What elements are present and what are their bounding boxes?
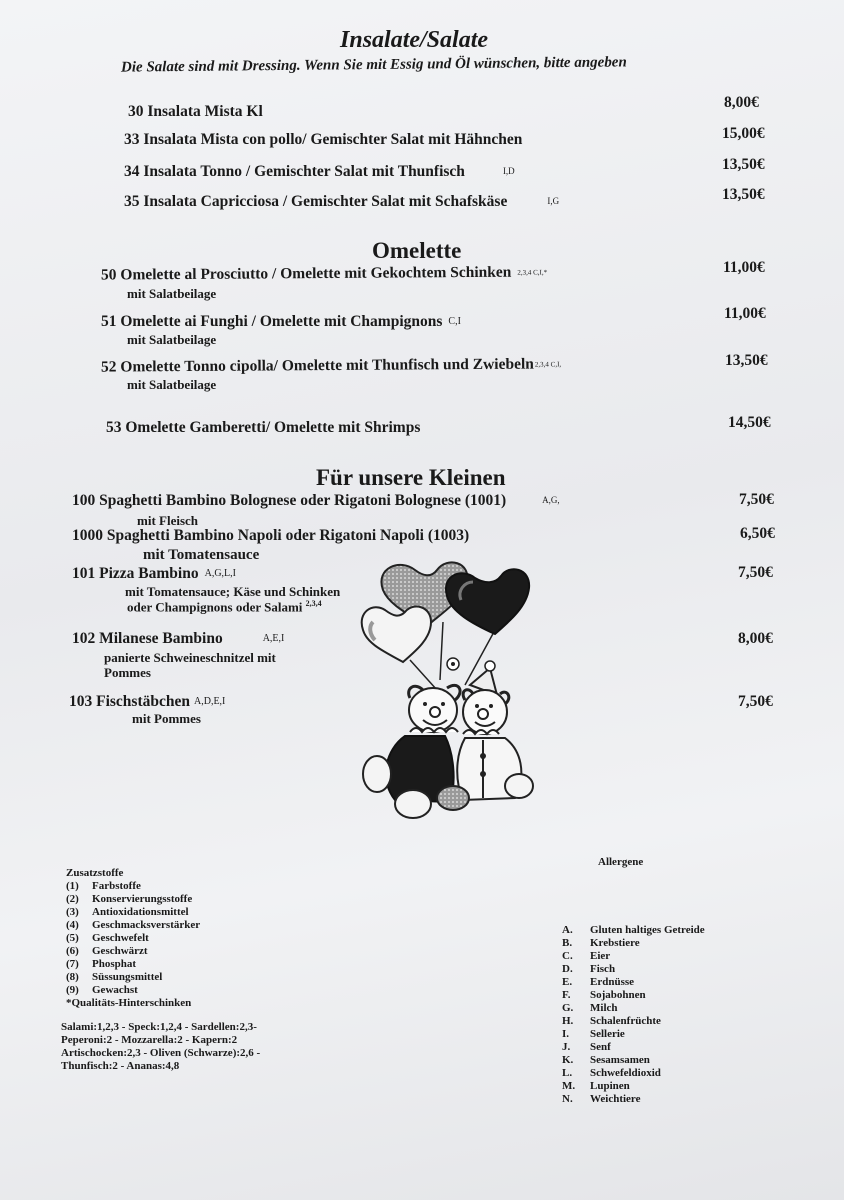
allergen-code: 2,3,4 C,I,* xyxy=(517,268,548,277)
allergen-row: H. Schalenfrüchte xyxy=(562,1015,661,1027)
menu-item-price: 14,50€ xyxy=(728,414,771,431)
menu-item-note: mit Tomatensauce xyxy=(143,547,260,563)
menu-item-name: 51 Omelette ai Funghi / Omelette mit Champignons C,I xyxy=(101,313,461,330)
additive-row: (4) Geschmacksverstärker xyxy=(66,919,201,931)
menu-item-name: 52 Omelette Tonno cipolla/ Omelette mit Thunfisch und Zwiebeln2,3,4 C,I, xyxy=(100,355,562,376)
menu-item-note: oder Champignons oder Salami $^{2,3,4}$ xyxy=(127,599,322,615)
allergen-row: F. Sojabohnen xyxy=(562,989,646,1001)
allergen-row: K. Sesamsamen xyxy=(562,1054,650,1066)
menu-item-note: mit Tomatensauce; Käse und Schinken xyxy=(125,584,341,599)
allergen-code: A,D,E,I xyxy=(194,696,226,707)
menu-item-note: mit Salatbeilage xyxy=(127,286,217,301)
additive-row: (5) Geschwefelt xyxy=(66,932,149,944)
allergen-row: J. Senf xyxy=(562,1041,611,1053)
menu-item-price: 8,00€ xyxy=(724,94,759,111)
allergen-row: M. Lupinen xyxy=(562,1080,630,1092)
additives-footnote: *Qualitäts-Hinterschinken xyxy=(66,997,192,1009)
allergen-row: B. Krebstiere xyxy=(562,937,640,949)
additive-row: (7) Phosphat xyxy=(66,958,137,970)
menu-item-name: 30 Insalata Mista Kl xyxy=(128,103,263,120)
menu-item-note: Pommes xyxy=(104,665,151,680)
allergen-code: A,G, xyxy=(542,495,560,505)
menu-item-note: mit Pommes xyxy=(132,711,201,726)
ingredient-additives-line: Artischocken:2,3 - Oliven (Schwarze):2,6 - xyxy=(61,1047,261,1059)
additive-row: (3) Antioxidationsmittel xyxy=(66,906,189,918)
additives-title: Zusatzstoffe xyxy=(66,867,124,879)
additive-row: (6) Geschwärzt xyxy=(66,945,148,957)
allergen-code: A,E,I xyxy=(262,633,285,644)
menu-item-name: 35 Insalata Capricciosa / Gemischter Salat mit Schafskäse I,G xyxy=(124,193,560,210)
allergen-row: A. Gluten haltiges Getreide xyxy=(562,924,705,936)
menu-item-price: 13,50€ xyxy=(722,156,765,173)
menu-item-name: 53 Omelette Gamberetti/ Omelette mit Shrimps xyxy=(106,419,421,436)
menu-item-price: 15,00€ xyxy=(722,125,765,142)
menu-item-note: mit Salatbeilage xyxy=(127,377,217,392)
allergens-list xyxy=(562,924,705,1106)
ingredient-additives-line: Thunfisch:2 - Ananas:4,8 xyxy=(61,1060,180,1072)
menu-item-price: 11,00€ xyxy=(724,305,766,322)
additive-row: (9) Gewachst xyxy=(66,984,138,996)
ingredient-additives-line: Salami:1,2,3 - Speck:1,2,4 - Sardellen:2,3- xyxy=(61,1021,257,1033)
allergens-title: Allergene xyxy=(598,856,644,868)
additives-list xyxy=(66,867,200,1010)
allergen-code: I,D xyxy=(502,166,515,176)
menu-item-name: 103 Fischstäbchen A,D,E,I xyxy=(69,693,226,710)
menu-item-name: 1000 Spaghetti Bambino Napoli oder Rigatoni Napoli (1003) xyxy=(72,527,470,544)
allergen-row: G. Milch xyxy=(562,1002,618,1014)
clowns-with-balloons-illustration xyxy=(355,560,540,825)
menu-item-note: panierte Schweineschnitzel mit xyxy=(104,650,276,665)
menu-item-name: 33 Insalata Mista con pollo/ Gemischter Salat mit Hähnchen xyxy=(124,131,523,148)
allergen-code: A,G,L,I xyxy=(204,568,236,579)
allergen-code: I,G xyxy=(547,196,560,206)
allergen-row: N. Weichtiere xyxy=(562,1093,641,1105)
menu-item-note: mit Fleisch xyxy=(137,513,199,528)
additive-row: (2) Konservierungsstoffe xyxy=(66,893,193,905)
menu-item-price: 8,00€ xyxy=(738,630,773,647)
omelette-title: Omelette xyxy=(372,238,462,263)
menu-item-price: 13,50€ xyxy=(722,186,765,203)
menu-item-price: 7,50€ xyxy=(738,693,773,710)
salads-title: Insalate/Salate xyxy=(340,27,489,53)
allergen-row: C. Eier xyxy=(562,950,611,962)
menu-item-price: 7,50€ xyxy=(738,564,773,581)
additives-per-ingredient xyxy=(61,1021,260,1073)
menu-item-name: 102 Milanese Bambino A,E,I xyxy=(72,630,285,647)
menu-item-price: 13,50€ xyxy=(725,352,768,369)
allergen-row: E. Erdnüsse xyxy=(562,976,635,988)
allergen-row: I. Sellerie xyxy=(562,1028,625,1040)
menu-item-price: 11,00€ xyxy=(723,259,765,276)
salads-subtitle: Die Salate sind mit Dressing. Wenn Sie mit Essig und Öl wünschen, bitte angeben xyxy=(120,54,627,76)
allergen-row: D. Fisch xyxy=(562,963,616,975)
allergen-row: L. Schwefeldioxid xyxy=(562,1067,661,1079)
menu-item-note: mit Salatbeilage xyxy=(127,332,217,347)
allergen-code: 2,3,4 C,I, xyxy=(534,360,562,369)
menu-item-price: 6,50€ xyxy=(740,525,775,542)
ingredient-additives-line: Peperoni:2 - Mozzarella:2 - Kapern:2 xyxy=(61,1034,238,1046)
menu-item-name: 100 Spaghetti Bambino Bolognese oder Rigatoni Bolognese (1001) A,G, xyxy=(72,492,560,509)
additive-row: (1) Farbstoffe xyxy=(66,880,141,892)
additive-row: (8) Süssungsmittel xyxy=(66,971,163,983)
menu-item-price: 7,50€ xyxy=(739,491,774,508)
kids-title: Für unsere Kleinen xyxy=(316,465,506,490)
menu-item-name: 34 Insalata Tonno / Gemischter Salat mit Thunfisch I,D xyxy=(124,163,515,180)
allergen-code: C,I xyxy=(448,316,461,327)
menu-item-name: 101 Pizza Bambino A,G,L,I xyxy=(72,565,236,582)
menu-item-name: 50 Omelette al Prosciutto / Omelette mit Gekochtem Schinken 2,3,4 C,I,* xyxy=(100,263,548,284)
